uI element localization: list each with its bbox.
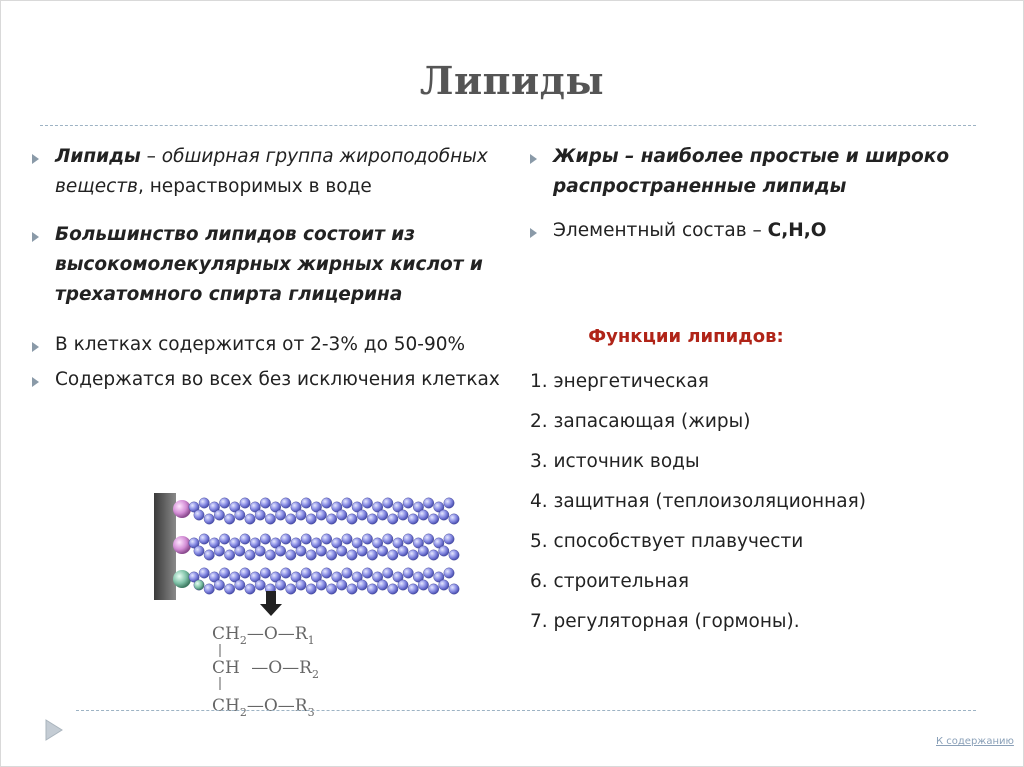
carbon-atom xyxy=(388,550,398,560)
carbon-atom xyxy=(194,580,204,590)
carbon-atom xyxy=(240,498,250,508)
carbon-atom xyxy=(204,550,214,560)
carbon-atom xyxy=(423,568,433,578)
carbon-atom xyxy=(449,514,459,524)
lipids-italic-text: обширная группа жироподобных веществ xyxy=(55,146,488,197)
carbon-atom xyxy=(398,580,408,590)
composition-text: Большинство липидов состоит из высокомолекулярных жирных кислот и трехатомного спирта глицерина xyxy=(55,224,483,305)
carbon-atom xyxy=(423,534,433,544)
triglyceride-illustration xyxy=(150,483,510,718)
carbon-atom xyxy=(326,514,336,524)
bullet-arrow-icon xyxy=(32,377,39,387)
carbon-atom xyxy=(199,568,209,578)
carbon-atom xyxy=(408,514,418,524)
function-item: 7. регуляторная (гормоны). xyxy=(530,611,800,632)
carbon-atom xyxy=(214,510,224,520)
carbon-atom xyxy=(321,498,331,508)
carbon-atom xyxy=(347,514,357,524)
carbon-atom xyxy=(337,546,347,556)
carbon-atom xyxy=(214,546,224,556)
carbon-atom xyxy=(296,546,306,556)
carbon-atom xyxy=(367,550,377,560)
bullet-arrow-icon xyxy=(32,342,39,352)
carbon-atom xyxy=(245,584,255,594)
carbon-atom xyxy=(235,580,245,590)
carbon-atom xyxy=(418,546,428,556)
function-item: 4. защитная (теплоизоляционная) xyxy=(530,491,866,512)
carbon-atom xyxy=(337,510,347,520)
formula-row-1: $CH_2—O—R_1$ xyxy=(212,624,315,647)
elements-value: C,H,O xyxy=(767,220,827,241)
molecule-model xyxy=(154,493,459,600)
carbon-atom xyxy=(204,514,214,524)
carbon-atom xyxy=(260,568,270,578)
bullet-all-cells xyxy=(30,365,500,395)
carbon-atom xyxy=(219,534,229,544)
function-item: 5. способствует плавучести xyxy=(530,531,804,552)
structural-formula xyxy=(212,624,319,718)
carbon-atom xyxy=(286,584,296,594)
formula-row-3: $CH_2—O—R_3$ xyxy=(212,696,315,718)
carbon-atom xyxy=(245,550,255,560)
carbon-atom xyxy=(398,546,408,556)
carbon-atom xyxy=(444,534,454,544)
carbon-atom xyxy=(439,546,449,556)
functions-title: Функции липидов: xyxy=(588,326,784,347)
carbon-atom xyxy=(388,584,398,594)
carbon-atom xyxy=(403,534,413,544)
carbon-atom xyxy=(326,584,336,594)
function-item: 6. строительная xyxy=(530,571,690,592)
carbon-atom xyxy=(194,546,204,556)
carbon-atom xyxy=(199,498,209,508)
carbon-atom xyxy=(296,510,306,520)
all-cells-text: Содержатся во всех без исключения клетках xyxy=(55,369,500,390)
bullet-arrow-icon xyxy=(530,154,537,164)
function-item: 1. энергетическая xyxy=(530,371,709,392)
fatty-acid-chain xyxy=(173,568,459,594)
bullet-arrow-icon xyxy=(32,154,39,164)
head-atom xyxy=(173,570,191,588)
fatty-acid-chain xyxy=(173,534,459,560)
carbon-atom xyxy=(260,498,270,508)
carbon-atom xyxy=(423,498,433,508)
fatty-acid-chain xyxy=(173,498,459,524)
carbon-atom xyxy=(383,568,393,578)
carbon-atom xyxy=(377,580,387,590)
carbon-atom xyxy=(306,550,316,560)
carbon-atom xyxy=(316,580,326,590)
carbon-atom xyxy=(342,534,352,544)
carbon-atom xyxy=(224,514,234,524)
cell-content-text: В клетках содержится от 2-3% до 50-90% xyxy=(55,334,466,355)
carbon-atom xyxy=(347,550,357,560)
carbon-atom xyxy=(342,568,352,578)
function-item: 3. источник воды xyxy=(530,451,700,472)
carbon-atom xyxy=(342,498,352,508)
carbon-atom xyxy=(444,568,454,578)
carbon-atom xyxy=(219,568,229,578)
carbon-atom xyxy=(383,534,393,544)
carbon-atom xyxy=(235,510,245,520)
carbon-atom xyxy=(316,546,326,556)
carbon-atom xyxy=(362,568,372,578)
carbon-atom xyxy=(275,546,285,556)
carbon-atom xyxy=(326,550,336,560)
carbon-atom xyxy=(265,550,275,560)
lipids-term: Липиды xyxy=(55,146,141,167)
carbon-atom xyxy=(321,534,331,544)
footer-divider xyxy=(76,710,976,711)
carbon-atom xyxy=(388,514,398,524)
carbon-atom xyxy=(444,498,454,508)
carbon-atom xyxy=(418,580,428,590)
carbon-atom xyxy=(306,584,316,594)
functions-list xyxy=(530,362,866,642)
left-column xyxy=(30,142,500,395)
carbon-atom xyxy=(403,568,413,578)
bullet-arrow-icon xyxy=(530,228,537,238)
carbon-atom xyxy=(275,580,285,590)
next-slide-arrow-icon[interactable] xyxy=(40,716,66,744)
carbon-atom xyxy=(403,498,413,508)
carbon-atom xyxy=(255,510,265,520)
carbon-atom xyxy=(439,580,449,590)
carbon-atom xyxy=(219,498,229,508)
table-of-contents-link[interactable]: К содержанию xyxy=(936,736,1014,747)
glycerol-backbone xyxy=(154,493,176,600)
carbon-atom xyxy=(235,546,245,556)
carbon-atom xyxy=(224,584,234,594)
slide-title: Липиды xyxy=(419,58,605,103)
carbon-atom xyxy=(245,514,255,524)
carbon-atom xyxy=(265,514,275,524)
carbon-atom xyxy=(281,534,291,544)
carbon-atom xyxy=(408,550,418,560)
carbon-atom xyxy=(306,514,316,524)
title-divider xyxy=(40,125,976,126)
elements-prefix: Элементный состав – xyxy=(553,220,768,241)
carbon-atom xyxy=(383,498,393,508)
carbon-atom xyxy=(367,584,377,594)
carbon-atom xyxy=(281,568,291,578)
bullet-fats xyxy=(528,142,988,202)
bullet-lipids-definition xyxy=(30,142,500,202)
carbon-atom xyxy=(260,534,270,544)
carbon-atom xyxy=(377,546,387,556)
carbon-atom xyxy=(362,498,372,508)
carbon-atom xyxy=(418,510,428,520)
carbon-atom xyxy=(296,580,306,590)
carbon-atom xyxy=(428,550,438,560)
carbon-atom xyxy=(347,584,357,594)
carbon-atom xyxy=(199,534,209,544)
head-atom xyxy=(173,536,191,554)
carbon-atom xyxy=(224,550,234,560)
carbon-atom xyxy=(255,580,265,590)
carbon-atom xyxy=(367,514,377,524)
carbon-atom xyxy=(321,568,331,578)
bullet-lipids-composition xyxy=(30,220,500,310)
carbon-atom xyxy=(377,510,387,520)
carbon-atom xyxy=(286,550,296,560)
carbon-atom xyxy=(428,514,438,524)
bullet-elements xyxy=(528,216,988,246)
carbon-atom xyxy=(204,584,214,594)
carbon-atom xyxy=(240,568,250,578)
carbon-atom xyxy=(301,534,311,544)
carbon-atom xyxy=(362,534,372,544)
carbon-atom xyxy=(275,510,285,520)
carbon-atom xyxy=(240,534,250,544)
carbon-atom xyxy=(316,510,326,520)
head-atom xyxy=(173,500,191,518)
carbon-atom xyxy=(301,568,311,578)
carbon-atom xyxy=(301,498,311,508)
formula-row-2: CH $—O—R_2$ xyxy=(212,658,319,681)
carbon-atom xyxy=(398,510,408,520)
fats-text: Жиры – наиболее простые и широко распространенные липиды xyxy=(553,146,950,197)
carbon-atom xyxy=(449,584,459,594)
function-item: 2. запасающая (жиры) xyxy=(530,411,751,432)
carbon-atom xyxy=(357,510,367,520)
carbon-atom xyxy=(439,510,449,520)
carbon-atom xyxy=(357,546,367,556)
carbon-atom xyxy=(214,580,224,590)
down-arrow-icon xyxy=(260,591,282,616)
lipids-plain-text: , нерастворимых в воде xyxy=(137,176,372,197)
carbon-atom xyxy=(449,550,459,560)
carbon-atom xyxy=(357,580,367,590)
bullet-cell-content xyxy=(30,330,500,360)
carbon-atom xyxy=(428,584,438,594)
lipids-dash: – xyxy=(140,146,162,167)
right-column xyxy=(528,142,988,246)
bullet-arrow-icon xyxy=(32,232,39,242)
carbon-atom xyxy=(255,546,265,556)
carbon-atom xyxy=(194,510,204,520)
carbon-atom xyxy=(286,514,296,524)
carbon-atom xyxy=(408,584,418,594)
carbon-atom xyxy=(337,580,347,590)
carbon-atom xyxy=(281,498,291,508)
